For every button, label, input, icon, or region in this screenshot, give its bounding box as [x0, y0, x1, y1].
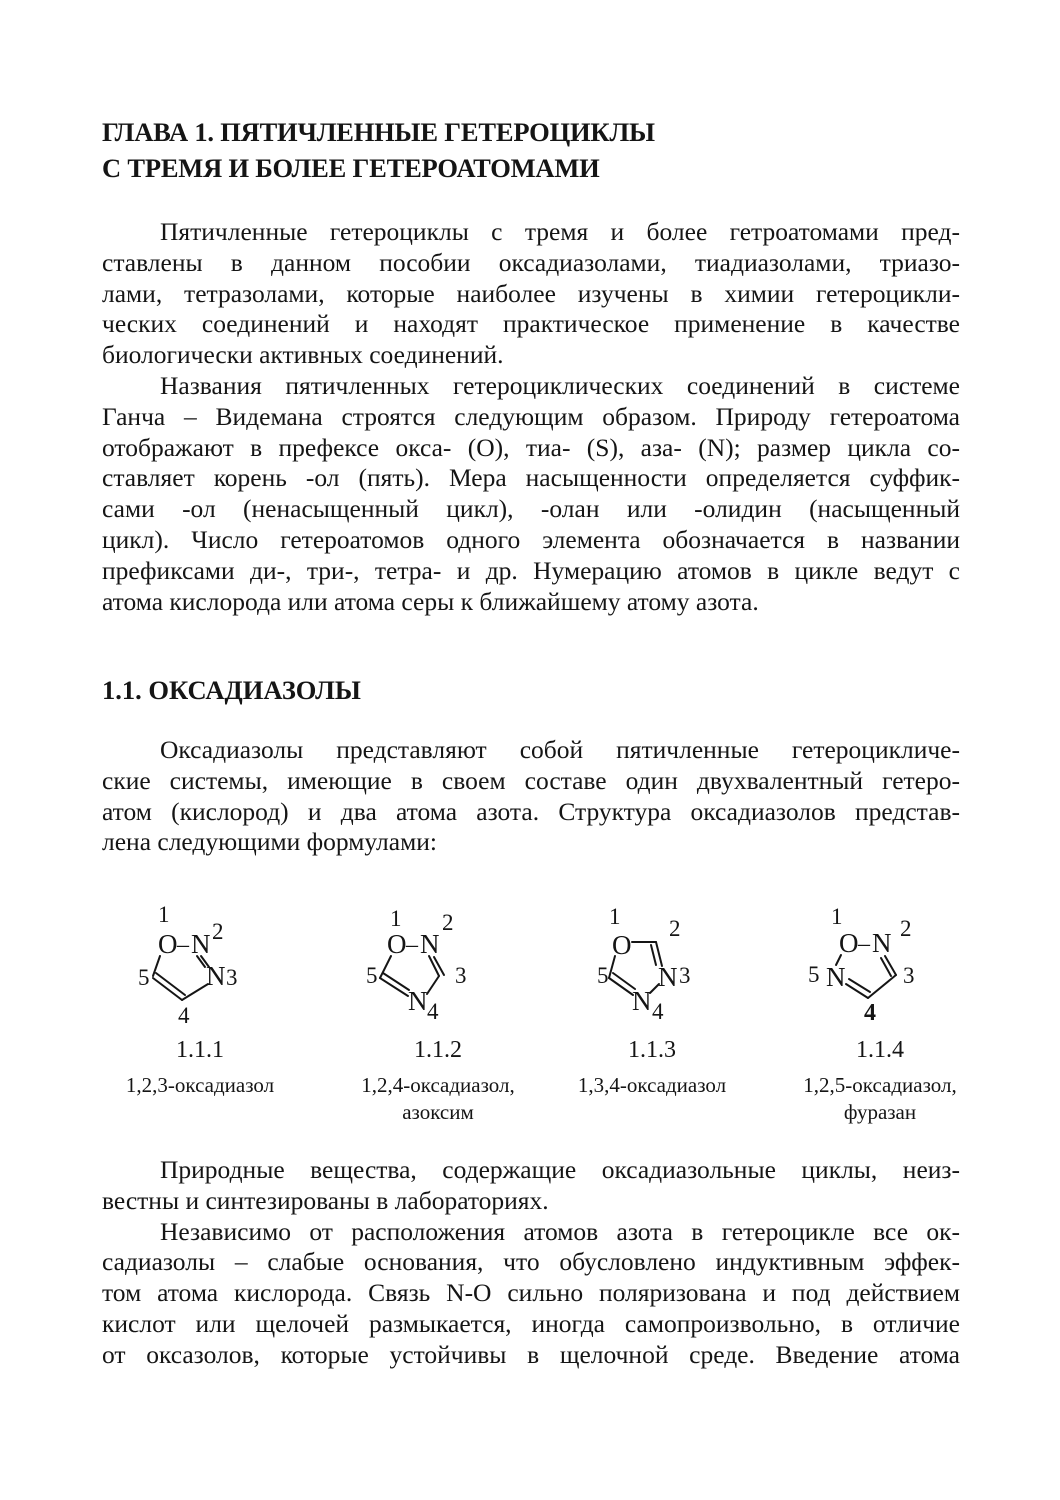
structure-number: 1.1.4 [856, 1037, 904, 1063]
locant-2: 2 [212, 919, 224, 944]
text-line: садиазолы – слабые основания, что обусловлено индуктивным эффек- [102, 1247, 960, 1277]
oxygen-atom: O [839, 928, 859, 958]
section-text [102, 735, 960, 858]
nitrogen-atom: N [826, 962, 846, 992]
locant-4: 4 [427, 999, 439, 1024]
after-figures-text [102, 1155, 960, 1371]
text-line: сами -ол (ненасыщенный цикл), -олан или -олидин (насыщенный [102, 494, 960, 524]
text-line: лами, тетразолами, которые наиболее изучены в химии гетероцикли- [102, 278, 960, 308]
text-line: ставлены в данном пособии оксадиазолами, тиадиазолами, триазо- [102, 247, 960, 277]
locant-5: 5 [366, 963, 378, 988]
locant-5: 5 [808, 962, 820, 987]
locant-1: 1 [390, 906, 402, 931]
text-line: ставляет корень -ол (пять). Мера насыщенности определяется суффик- [102, 463, 960, 493]
text-line: отображают в префексе окса- (O), тиа- (S), аза- (N); размер цикла со- [102, 432, 960, 462]
bond-n5-c4 [846, 984, 868, 998]
bond-dash: – [406, 932, 418, 958]
bond-c2-n3-double [651, 945, 656, 965]
structure-number: 1.1.3 [628, 1037, 676, 1063]
text-line: Названия пятичленных гетероциклических соединений в системе [160, 370, 960, 400]
locant-4: 4 [178, 1003, 190, 1028]
oxadiazole-1-3-4-diagram [522, 898, 782, 1033]
chapter-title [102, 114, 962, 186]
nitrogen-atom: N [658, 962, 678, 992]
text-line: префиксами ди-, три-, тетра- и др. Нумерацию атомов в цикле ведут с [102, 555, 960, 585]
text-line: кислот или щелочей размыкается, иногда самопроизвольно, в отличие [102, 1308, 960, 1338]
locant-1: 1 [609, 904, 621, 929]
structure-number: 1.1.2 [414, 1037, 462, 1063]
chapter-title-line: ГЛАВА 1. ПЯТИЧЛЕННЫЕ ГЕТЕРОЦИКЛЫ [102, 117, 655, 147]
text-line: Природные вещества, содержащие оксадиазольные циклы, неиз- [160, 1155, 960, 1184]
text-line: биологически активных соединений. [102, 340, 504, 370]
bond-n2-c3-double [434, 957, 444, 975]
bond-dash: – [177, 932, 189, 958]
nitrogen-atom: N [632, 986, 652, 1016]
bond-c4-n3 [182, 984, 208, 1000]
nitrogen-atom: N [872, 928, 892, 958]
locant-5: 5 [597, 963, 609, 988]
text-line: Оксадиазолы представляют собой пятичленные гетероцикличе- [160, 735, 960, 764]
locant-1: 1 [831, 904, 843, 929]
structure-name [70, 1072, 330, 1099]
nitrogen-atom: N [420, 929, 440, 959]
oxygen-atom: O [387, 929, 407, 959]
text-line: вестны и синтезированы в лабораториях. [102, 1185, 549, 1215]
section-title: 1.1. ОКСАДИАЗОЛЫ [102, 675, 361, 705]
oxygen-atom: O [612, 930, 632, 960]
bond-n2-c3-double [881, 958, 891, 976]
text-line: ские системы, имеющие в своем составе один двухвалентный гетеро- [102, 765, 960, 795]
text-line: Пятичленные гетероциклы с тремя и более гетроатомами пред- [160, 217, 960, 246]
structure-1-1-4 [750, 898, 1010, 1138]
text-line: лена следующими формулами: [102, 827, 437, 857]
locant-3: 3 [679, 963, 691, 988]
text-line: атома кислорода или атома серы к ближайшему атому азота. [102, 586, 759, 616]
structure-name-line: 1,2,5-оксадиазол, [803, 1073, 957, 1097]
oxadiazole-1-2-5-diagram [750, 898, 1010, 1033]
nitrogen-atom: N [206, 961, 226, 991]
structure-figures [0, 898, 1060, 1138]
bond-c4-c3 [868, 975, 896, 998]
bond-c3-n4 [427, 976, 439, 994]
structure-name [522, 1072, 782, 1099]
structure-name-line: 1,2,4-оксадиазол, [361, 1073, 515, 1097]
nitrogen-atom: N [408, 986, 428, 1016]
structure-name-line: азоксим [402, 1100, 474, 1124]
bond-n5-c4-double [849, 979, 870, 992]
text-line: том атома кислорода. Связь N-O сильно поляризована и под действием [102, 1278, 960, 1308]
bond-c5-n4-double [613, 973, 635, 989]
structure-1-1-1 [70, 898, 330, 1138]
text-line: от оксазолов, которые устойчивы в щелочной среде. Введение атома [102, 1339, 960, 1369]
text-line: Независимо от расположения атомов азота в гетероцикле все ок- [160, 1216, 960, 1246]
chapter-title-line: С ТРЕМЯ И БОЛЕЕ ГЕТЕРОАТОМАМИ [102, 153, 600, 183]
text-line: атом (кислород) и два атома азота. Структура оксадиазолов представ- [102, 796, 960, 826]
locant-3: 3 [903, 963, 915, 988]
structure-number: 1.1.1 [176, 1037, 224, 1063]
structure-name-line: фуразан [843, 1100, 917, 1124]
text-line: Ганча – Видемана строятся следующим образом. Природу гетероатома [102, 401, 960, 431]
intro-text [102, 217, 960, 617]
locant-2: 2 [900, 916, 912, 941]
locant-2: 2 [669, 916, 681, 941]
locant-3: 3 [455, 963, 467, 988]
structure-1-1-3 [522, 898, 782, 1138]
structure-name [750, 1072, 1010, 1126]
bond-dash: – [858, 931, 870, 957]
locant-3: 3 [226, 965, 238, 990]
locant-1: 1 [158, 902, 170, 927]
bond-n2-c3 [885, 956, 896, 975]
bond-c5-n4 [609, 978, 633, 995]
text-line: ческих соединений и находят практическое применение в качестве [102, 309, 960, 339]
locant-4: 4 [652, 999, 664, 1024]
locant-4: 4 [864, 1000, 876, 1026]
locant-2: 2 [442, 910, 454, 935]
oxygen-atom: O [158, 929, 178, 959]
structure-name-line: 1,2,3-оксадиазол [125, 1073, 275, 1097]
structure-name-line: 1,3,4-оксадиазол [577, 1073, 727, 1097]
text-line: цикл). Число гетероатомов одного элемента обозначается в названии [102, 524, 960, 554]
nitrogen-atom: N [191, 929, 211, 959]
oxadiazole-1-2-3-diagram [70, 898, 330, 1033]
locant-5: 5 [138, 965, 150, 990]
